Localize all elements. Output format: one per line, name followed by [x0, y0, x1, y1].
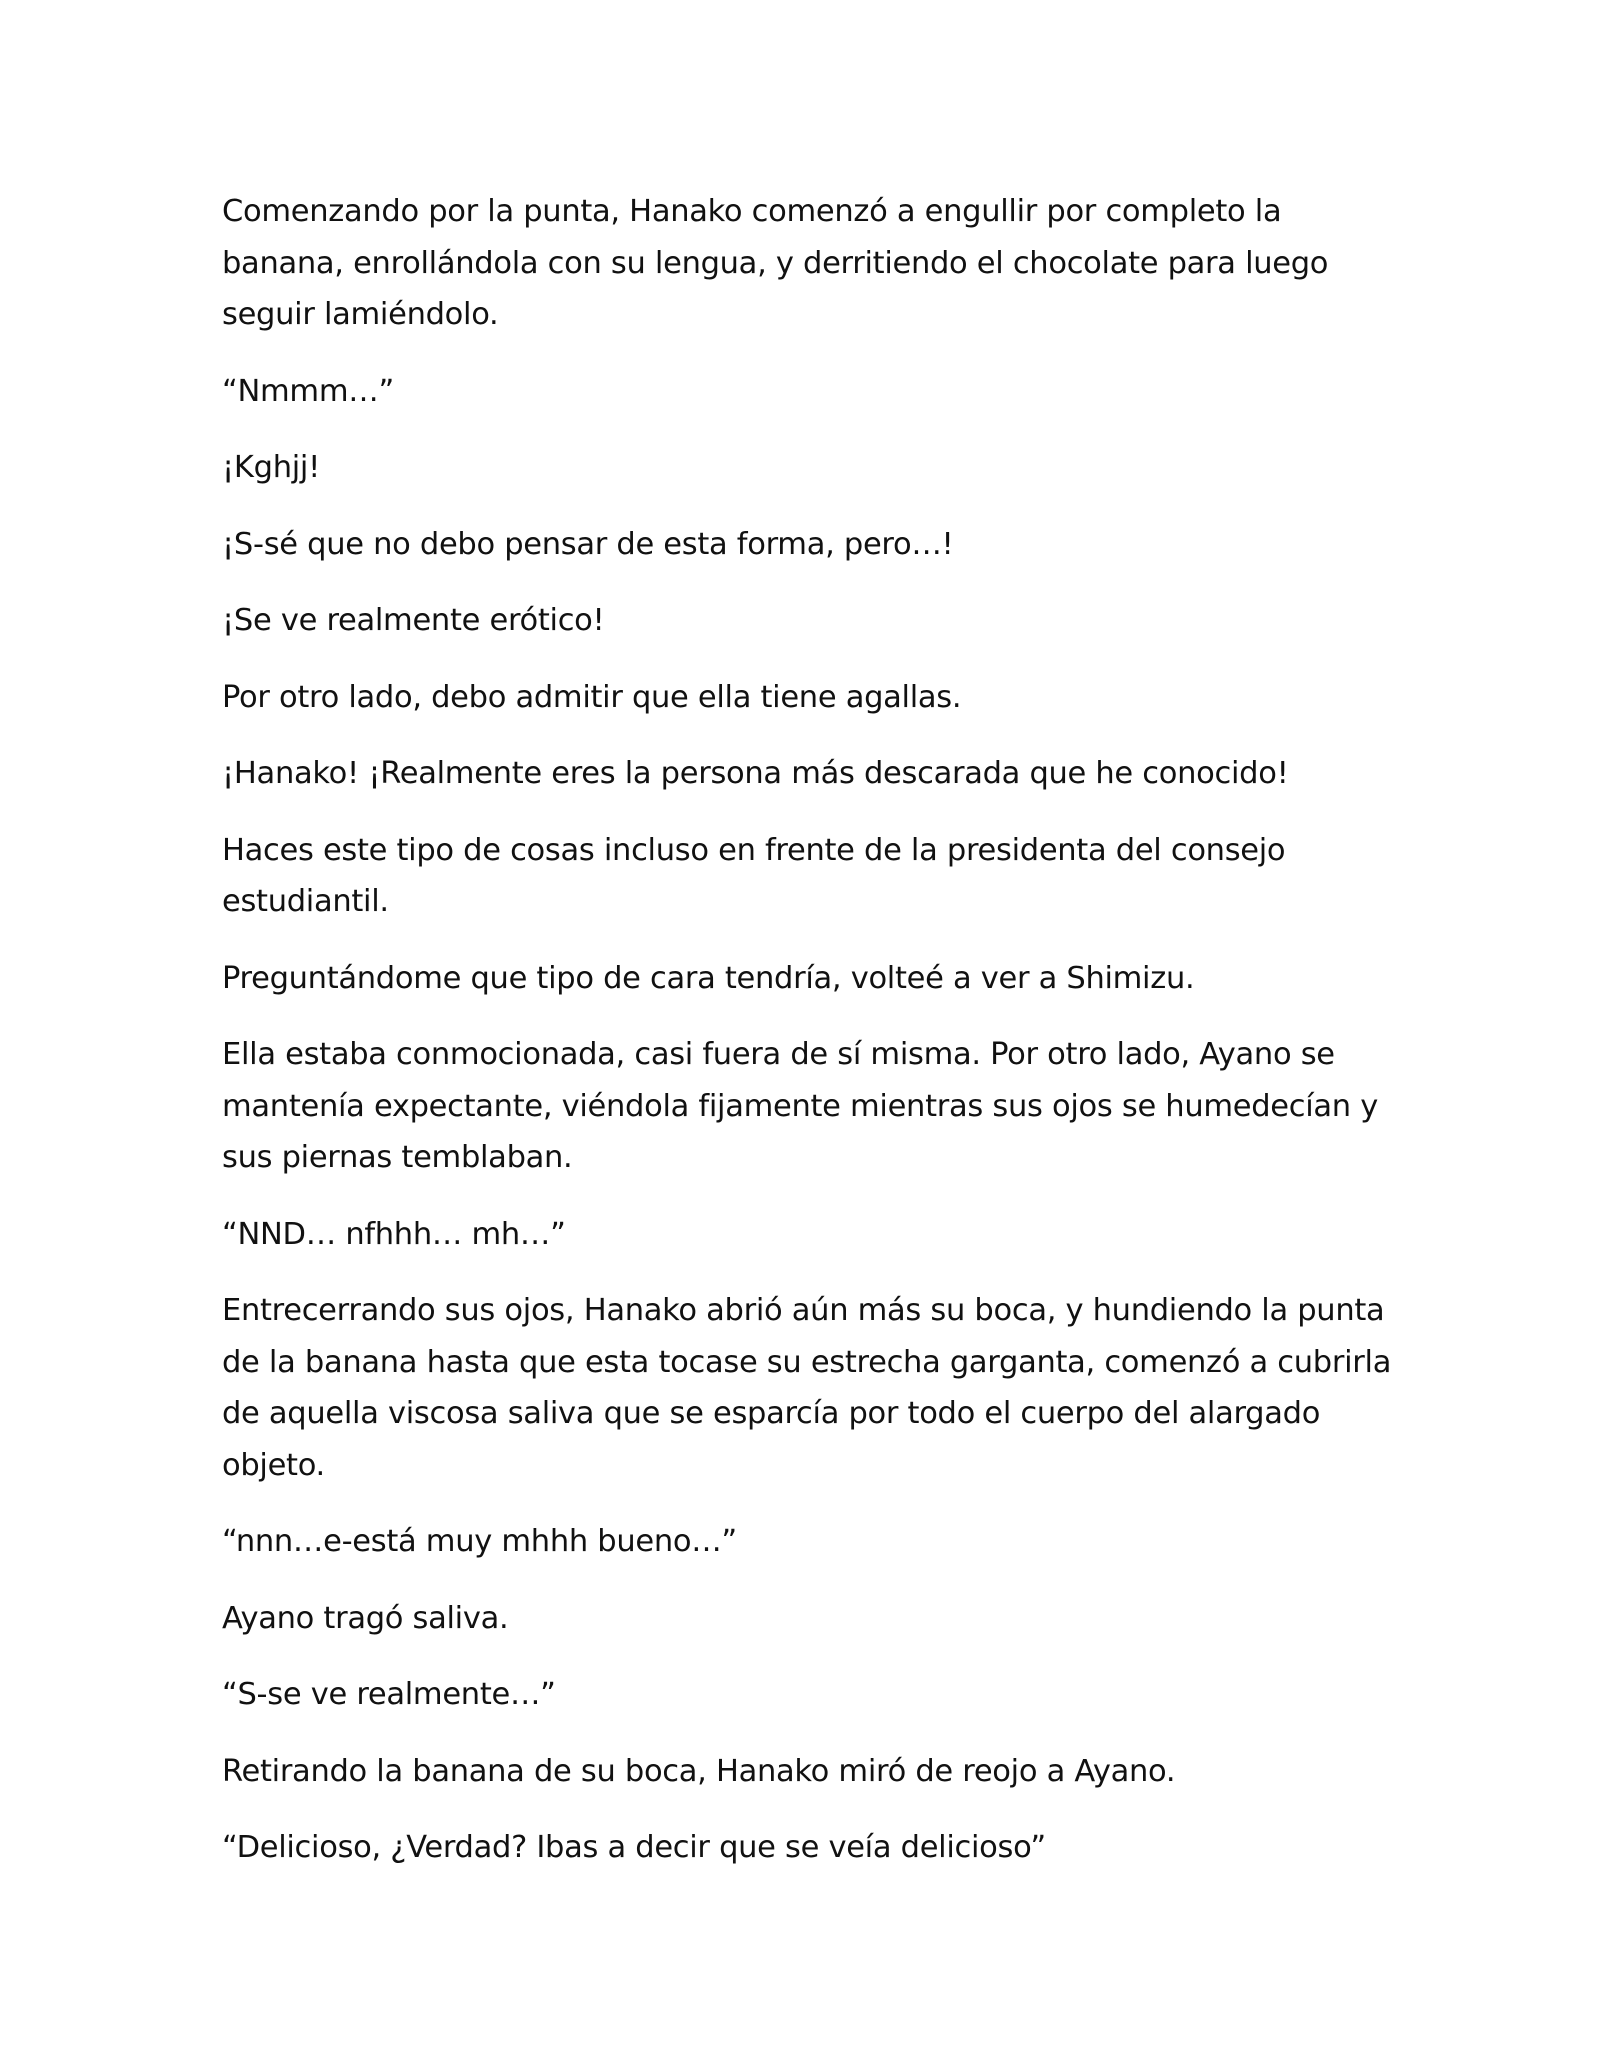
document-body — [222, 186, 1392, 1899]
paragraph: Comenzando por la punta, Hanako comenzó a engullir por completo la banana, enrollándola con su lengua, y derritiendo el chocolate para luego seguir lamiéndolo. — [222, 194, 1329, 332]
paragraph: “nnn…e-está muy mhhh bueno…” — [222, 1524, 737, 1559]
paragraph: “Delicioso, ¿Verdad? Ibas a decir que se veía delicioso” — [222, 1830, 1046, 1865]
paragraph: ¡Hanako! ¡Realmente eres la persona más descarada que he conocido! — [222, 756, 1289, 791]
paragraph: Preguntándome que tipo de cara tendría, volteé a ver a Shimizu. — [222, 960, 1195, 996]
paragraph: Ayano tragó saliva. — [222, 1600, 509, 1636]
paragraph: “Nmmm…” — [222, 373, 394, 409]
paragraph: Por otro lado, debo admitir que ella tiene agallas. — [222, 679, 962, 715]
paragraph: Retirando la banana de su boca, Hanako miró de reojo a Ayano. — [222, 1753, 1176, 1789]
paragraph: Haces este tipo de cosas incluso en frente de la presidenta del consejo estudiantil. — [222, 832, 1286, 919]
paragraph: ¡Se ve realmente erótico! — [222, 603, 605, 638]
paragraph: ¡Kghjj! — [222, 450, 320, 485]
paragraph: ¡S-sé que no debo pensar de esta forma, pero…! — [222, 526, 954, 562]
paragraph: Entrecerrando sus ojos, Hanako abrió aún más su boca, y hundiendo la punta de la banana hasta que esta tocase su estrecha garganta, comenzó a cubrirla de aquella viscosa saliva que se esparcía por todo el cuerpo del alargado objeto. — [222, 1293, 1392, 1483]
paragraph: “NND… nfhhh… mh…” — [222, 1216, 566, 1252]
paragraph: Ella estaba conmocionada, casi fuera de sí misma. Por otro lado, Ayano se mantenía expectante, viéndola fijamente mientras sus ojos se humedecían y sus piernas temblaban. — [222, 1037, 1378, 1175]
paragraph: “S-se ve realmente…” — [222, 1677, 556, 1712]
